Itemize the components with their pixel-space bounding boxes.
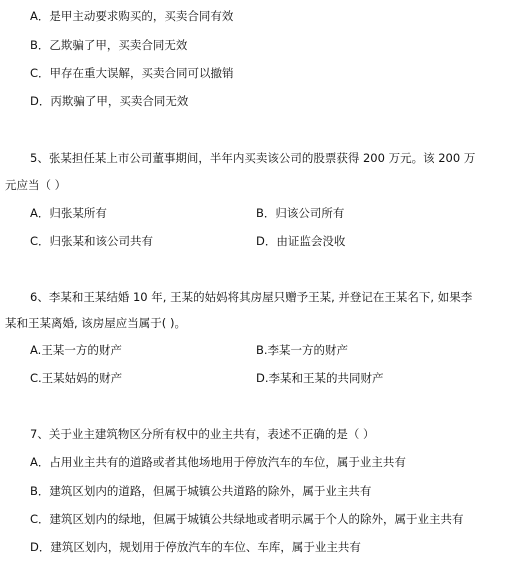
q7-option-a: A．占用业主共有的道路或者其他场地用于停放汽车的车位，属于业主共有 <box>30 455 406 469</box>
q4-option-c: C．甲存在重大误解，买卖合同可以撤销 <box>30 66 234 80</box>
q6-stem-line2: 某和王某离婚, 该房屋应当属于( )。 <box>5 316 186 330</box>
q6-option-a: A.王某一方的财产 <box>30 343 122 357</box>
q7-option-b: B．建筑区划内的道路，但属于城镇公共道路的除外，属于业主共有 <box>30 484 372 498</box>
q5-stem-line2: 元应当（ ） <box>5 178 67 192</box>
q6-option-c: C.王某姑妈的财产 <box>30 371 123 385</box>
q4-option-a: A．是甲主动要求购买的，买卖合同有效 <box>30 9 234 23</box>
q7-option-d: D．建筑区划内，规划用于停放汽车的车位、车库，属于业主共有 <box>30 540 361 554</box>
q6-stem-line1: 6、李某和王某结婚 10 年, 王某的姑妈将其房屋只赠予王某, 并登记在王某名下, 如果李 <box>30 290 473 304</box>
q5-option-a: A．归张某所有 <box>30 206 107 220</box>
q6-option-b: B.李某一方的财产 <box>256 343 349 357</box>
q4-option-d: D．丙欺骗了甲，买卖合同无效 <box>30 94 189 108</box>
q6-option-d: D.李某和王某的共同财产 <box>256 371 384 385</box>
q5-option-d: D．由证监会没收 <box>256 234 346 248</box>
q4-option-b: B．乙欺骗了甲，买卖合同无效 <box>30 38 188 52</box>
q7-option-c: C．建筑区划内的绿地，但属于城镇公共绿地或者明示属于个人的除外，属于业主共有 <box>30 512 464 526</box>
q5-stem-line1: 5、张某担任某上市公司董事期间，半年内买卖该公司的股票获得 200 万元。该 200 万 <box>30 151 476 165</box>
q5-option-b: B．归该公司所有 <box>256 206 345 220</box>
q5-option-c: C．归张某和该公司共有 <box>30 234 154 248</box>
q7-stem: 7、关于业主建筑物区分所有权中的业主共有，表述不正确的是（ ） <box>30 427 375 441</box>
